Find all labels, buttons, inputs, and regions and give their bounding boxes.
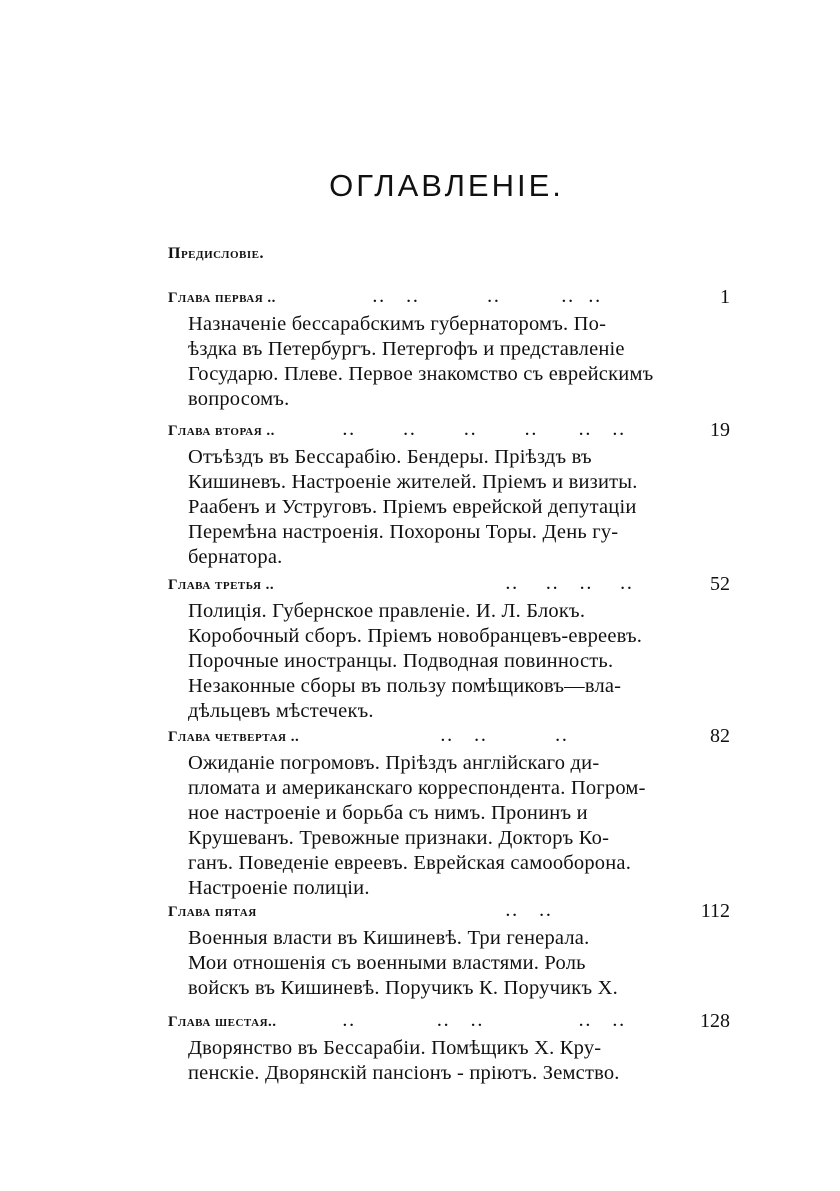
preface-entry: Предисловіе. [168, 245, 265, 262]
summary-line: Полиція. Губернское правленіе. И. Л. Блокъ. [188, 600, 586, 622]
summary-line: пенскіе. Дворянскій пансіонъ - пріютъ. Земство. [188, 1062, 620, 1084]
chapter-entry-1 [168, 286, 730, 412]
summary-line: Кишиневъ. Настроеніе жителей. Пріемъ и визиты. [188, 471, 638, 493]
chapter-entry-3 [168, 573, 730, 724]
summary-line: ное настроеніе и борьба съ нимъ. Пронинъ и [188, 802, 588, 824]
chapter-entry-5 [168, 900, 730, 1001]
chapter-page-number: 52 [710, 573, 730, 595]
leader-dots: .. .. .. [441, 729, 570, 745]
chapter-summary [168, 926, 730, 1001]
chapter-page-number: 112 [700, 900, 730, 922]
summary-line: пломата и американскаго корреспондента. Погром- [188, 777, 646, 799]
summary-line: Перемѣна настроенія. Похороны Торы. День гу- [188, 521, 619, 543]
chapter-heading [168, 573, 730, 599]
summary-line: вопросомъ. [188, 388, 290, 410]
chapter-entry-4 [168, 725, 730, 901]
chapter-heading [168, 419, 730, 445]
summary-line: Ожиданіе погромовъ. Пріѣздъ англійскаго ди- [188, 752, 600, 774]
summary-line: Раабенъ и Уструговъ. Пріемъ еврейской депутаціи [188, 496, 637, 518]
summary-line: Незаконные сборы въ пользу помѣщиковъ—вла- [188, 675, 622, 697]
chapter-heading [168, 725, 730, 751]
summary-line: Дворянство въ Бессарабіи. Помѣщикъ Х. Кру- [188, 1037, 602, 1059]
summary-line: Назначеніе бессарабскимъ губернаторомъ. По- [188, 313, 607, 335]
chapter-summary [168, 445, 730, 570]
chapter-title: Глава четвертая .. [168, 729, 300, 745]
leader-dots: .. .. .. .. .. [373, 290, 603, 306]
chapter-heading [168, 1010, 730, 1036]
chapter-page-number: 128 [700, 1010, 730, 1032]
chapter-heading [168, 286, 730, 312]
chapter-title: Глава третья .. [168, 577, 275, 593]
summary-line: Отъѣздъ въ Бессарабію. Бендеры. Пріѣздъ въ [188, 446, 592, 468]
chapter-entry-6 [168, 1010, 730, 1086]
summary-line: Мои отношенія съ военными властями. Роль [188, 952, 586, 974]
summary-line: ѣздка въ Петербургъ. Петергофъ и представленіе [188, 338, 625, 360]
summary-line: бернатора. [188, 546, 283, 568]
leader-dots: .. .. .. .. .. [343, 1014, 627, 1030]
leader-dots: .. .. [506, 904, 554, 920]
summary-line: Коробочный сборъ. Пріемъ новобранцевъ-евреевъ. [188, 625, 643, 647]
chapter-title: Глава вторая .. [168, 423, 275, 439]
chapter-summary [168, 312, 730, 412]
chapter-summary [168, 599, 730, 724]
summary-line: дѣльцевъ мѣстечекъ. [188, 700, 374, 722]
chapter-title: Глава первая .. [168, 290, 276, 306]
summary-line: Военныя власти въ Кишиневѣ. Три генерала. [188, 927, 590, 949]
chapter-summary [168, 1036, 730, 1086]
leader-dots: .. .. .. .. .. .. [343, 423, 627, 439]
leader-dots: .. .. .. .. [506, 577, 635, 593]
chapter-summary [168, 751, 730, 901]
chapter-title: Глава пятая [168, 904, 257, 920]
page-title: ОГЛАВЛЕНІЕ. [329, 168, 564, 203]
chapter-title: Глава шестая.. [168, 1014, 277, 1030]
chapter-page-number: 1 [720, 286, 730, 308]
chapter-heading [168, 900, 730, 926]
chapter-page-number: 19 [710, 419, 730, 441]
summary-line: Крушеванъ. Тревожные признаки. Докторъ Ко- [188, 827, 610, 849]
summary-line: Государю. Плеве. Первое знакомство съ еврейскимъ [188, 363, 654, 385]
summary-line: Настроеніе полиціи. [188, 877, 370, 899]
summary-line: войскъ въ Кишиневѣ. Поручикъ К. Поручикъ Х. [188, 977, 618, 999]
summary-line: ганъ. Поведеніе евреевъ. Еврейская самооборона. [188, 852, 632, 874]
chapter-entry-2 [168, 419, 730, 570]
summary-line: Порочные иностранцы. Подводная повинность. [188, 650, 614, 672]
chapter-page-number: 82 [710, 725, 730, 747]
